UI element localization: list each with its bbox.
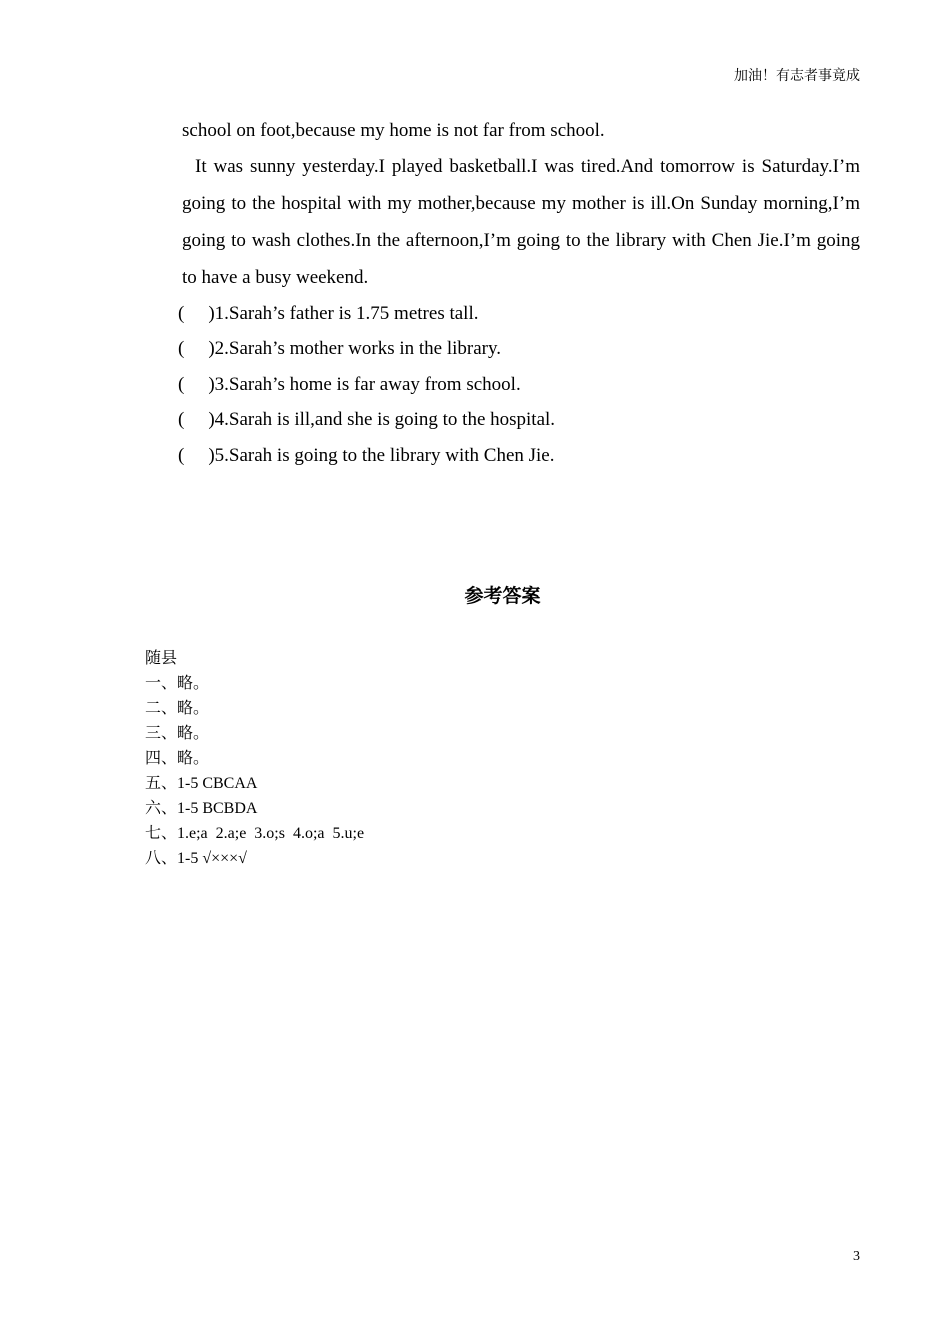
- answer-item: 七、1.e;a 2.a;e 3.o;s 4.o;a 5.u;e: [145, 825, 365, 842]
- answer-item: 六、1-5 BCBDA: [145, 800, 258, 817]
- bracket-open: (: [178, 409, 185, 430]
- bracket-close: ): [208, 445, 215, 466]
- answer-item: 三、略。: [145, 725, 210, 742]
- question-5: [178, 445, 555, 467]
- passage-line: to have a busy weekend.: [182, 267, 369, 288]
- question-text: 2.Sarah’s mother works in the library.: [214, 338, 502, 359]
- answer-item: 八、1-5 √×××√: [145, 850, 247, 867]
- question-2: [178, 338, 501, 360]
- header-motto: 加油！有志者事竟成: [734, 69, 860, 84]
- answer-key-title: 参考答案: [464, 586, 541, 607]
- answer-item: 二、略。: [145, 700, 210, 717]
- bracket-open: (: [178, 374, 185, 395]
- bracket-open: (: [178, 445, 185, 466]
- bracket-open: (: [178, 303, 185, 324]
- bracket-close: ): [208, 338, 215, 359]
- page-number: 3: [853, 1249, 860, 1264]
- question-1: [178, 303, 478, 325]
- question-4: [178, 409, 555, 431]
- answer-key-list: [145, 646, 364, 871]
- question-3: [178, 374, 521, 396]
- passage-line: going to the hospital with my mother,because my mother is ill.On Sunday morning,I’m: [182, 193, 860, 214]
- answer-item: 五、1-5 CBCAA: [145, 775, 258, 792]
- answer-region: 随县: [145, 650, 178, 667]
- passage-line: school on foot,because my home is not far from school.: [182, 120, 605, 141]
- passage-line: It was sunny yesterday.I played basketball.I was tired.And tomorrow is Saturday.I’m: [195, 156, 860, 177]
- bracket-close: ): [208, 374, 215, 395]
- answer-item: 四、略。: [145, 750, 210, 767]
- bracket-close: ): [208, 409, 215, 430]
- passage-line: going to wash clothes.In the afternoon,I’m going to the library with Chen Jie.I’m going: [182, 230, 860, 251]
- bracket-close: ): [208, 303, 215, 324]
- question-text: 1.Sarah’s father is 1.75 metres tall.: [214, 303, 479, 324]
- question-text: 4.Sarah is ill,and she is going to the hospital.: [214, 409, 556, 430]
- question-text: 3.Sarah’s home is far away from school.: [214, 374, 521, 395]
- question-text: 5.Sarah is going to the library with Chen Jie.: [214, 445, 555, 466]
- bracket-open: (: [178, 338, 185, 359]
- answer-item: 一、略。: [145, 675, 210, 692]
